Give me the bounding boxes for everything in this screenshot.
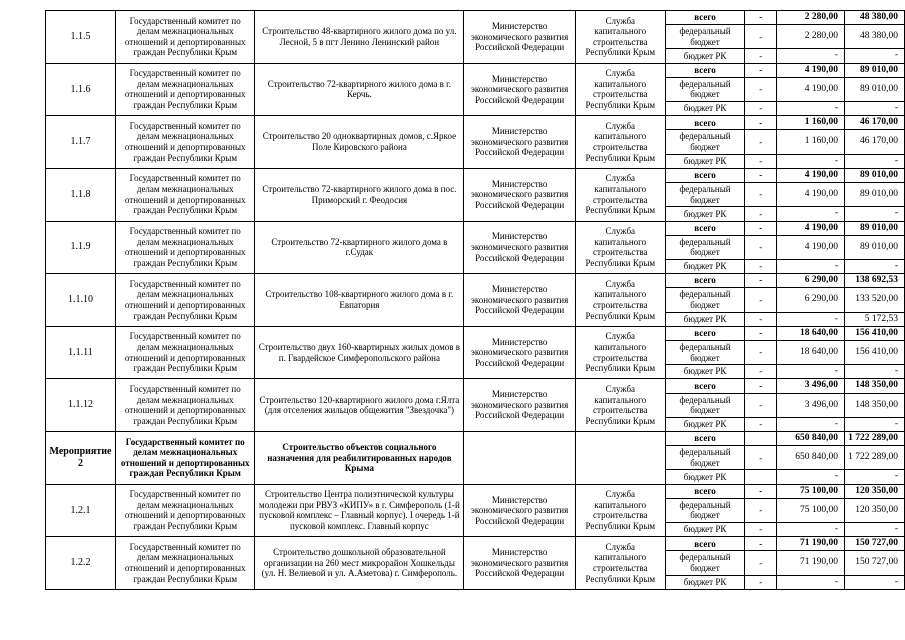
committee-cell: Государственный комитет по делам межнациональных отношений и депортированных граждан Республики Крым — [115, 537, 254, 590]
amount-col-1: 6 290,00 — [777, 288, 845, 312]
committee-cell: Государственный комитет по делам межнациональных отношений и депортированных граждан Республики Крым — [115, 326, 254, 379]
amount-col-2: 148 350,00 — [845, 393, 905, 417]
budget-level-label: федеральный бюджет — [665, 446, 745, 470]
budget-level-label: всего — [665, 274, 745, 288]
amount-col-1: - — [777, 154, 845, 168]
main-row — [46, 63, 905, 77]
main-row — [46, 537, 905, 551]
budget-level-label: бюджет РК — [665, 49, 745, 63]
budget-level-label: бюджет РК — [665, 207, 745, 221]
committee-cell: Государственный комитет по делам межнациональных отношений и депортированных граждан Республики Крым — [115, 116, 254, 169]
budget-level-label: всего — [665, 11, 745, 25]
dash-cell: - — [745, 259, 777, 273]
amount-col-1: 2 280,00 — [777, 11, 845, 25]
amount-col-1: - — [777, 102, 845, 116]
committee-cell: Государственный комитет по делам межнациональных отношений и депортированных граждан Республики Крым — [115, 63, 254, 116]
budget-level-label: бюджет РК — [665, 154, 745, 168]
table-body — [46, 11, 905, 590]
amount-col-2: 120 350,00 — [845, 498, 905, 522]
amount-col-2: 156 410,00 — [845, 326, 905, 340]
amount-col-1: 650 840,00 — [777, 446, 845, 470]
description-cell: Строительство 72-квартирного жилого дома в г.Судак — [255, 221, 464, 274]
row-number: 1.1.12 — [46, 379, 116, 432]
dash-cell: - — [745, 168, 777, 182]
amount-col-1: 1 160,00 — [777, 116, 845, 130]
ministry-cell: Министерство экономического развития Российской Федерации — [464, 537, 576, 590]
budget-level-label: бюджет РК — [665, 417, 745, 431]
budget-level-label: всего — [665, 537, 745, 551]
dash-cell: - — [745, 235, 777, 259]
amount-col-1: - — [777, 49, 845, 63]
amount-col-1: - — [777, 417, 845, 431]
main-row — [46, 484, 905, 498]
service-cell — [575, 432, 665, 485]
committee-cell: Государственный комитет по делам межнациональных отношений и депортированных граждан Республики Крым — [115, 11, 254, 64]
amount-col-1: 3 496,00 — [777, 379, 845, 393]
description-cell: Строительство 20 одноквартирных домов, с.Яркое Поле Кировского района — [255, 116, 464, 169]
amount-col-2: 46 170,00 — [845, 130, 905, 154]
budget-level-label: всего — [665, 326, 745, 340]
committee-cell: Государственный комитет по делам межнациональных отношений и депортированных граждан Республики Крым — [115, 379, 254, 432]
description-cell: Строительство 120-квартирного жилого дома г.Ялта (для отселения жильцов общежития "Звездочка") — [255, 379, 464, 432]
budget-level-label: федеральный бюджет — [665, 130, 745, 154]
budget-level-label: федеральный бюджет — [665, 340, 745, 364]
main-row — [46, 221, 905, 235]
budget-level-label: бюджет РК — [665, 312, 745, 326]
budget-level-label: бюджет РК — [665, 102, 745, 116]
service-cell: Служба капитального строительства Республики Крым — [575, 326, 665, 379]
budget-level-label: бюджет РК — [665, 259, 745, 273]
main-row — [46, 326, 905, 340]
dash-cell: - — [745, 575, 777, 589]
dash-cell: - — [745, 77, 777, 101]
dash-cell — [745, 432, 777, 446]
amount-col-2: 89 010,00 — [845, 221, 905, 235]
dash-cell: - — [745, 340, 777, 364]
budget-level-label: бюджет РК — [665, 470, 745, 484]
dash-cell: - — [745, 274, 777, 288]
description-cell: Строительство 72-квартирного жилого дома в г. Керчь. — [255, 63, 464, 116]
service-cell: Служба капитального строительства Республики Крым — [575, 221, 665, 274]
amount-col-1: 4 190,00 — [777, 235, 845, 259]
main-row — [46, 274, 905, 288]
amount-col-2: 46 170,00 — [845, 116, 905, 130]
ministry-cell: Министерство экономического развития Российской Федерации — [464, 116, 576, 169]
amount-col-2: 89 010,00 — [845, 183, 905, 207]
amount-col-2: 89 010,00 — [845, 77, 905, 101]
amount-col-1: 18 640,00 — [777, 326, 845, 340]
row-number: 1.1.11 — [46, 326, 116, 379]
amount-col-1: 4 190,00 — [777, 63, 845, 77]
amount-col-2: - — [845, 49, 905, 63]
ministry-cell: Министерство экономического развития Российской Федерации — [464, 221, 576, 274]
amount-col-1: 4 190,00 — [777, 221, 845, 235]
amount-col-2: 150 727,00 — [845, 551, 905, 575]
amount-col-2: 156 410,00 — [845, 340, 905, 364]
budget-level-label: всего — [665, 432, 745, 446]
dash-cell: - — [745, 551, 777, 575]
program-table — [45, 10, 905, 590]
dash-cell — [745, 470, 777, 484]
budget-level-label: всего — [665, 168, 745, 182]
main-row — [46, 432, 905, 446]
amount-col-1: - — [777, 207, 845, 221]
amount-col-2: 1 722 289,00 — [845, 432, 905, 446]
amount-col-1: 4 190,00 — [777, 183, 845, 207]
row-number: 1.1.6 — [46, 63, 116, 116]
row-number: 1.2.2 — [46, 537, 116, 590]
budget-level-label: всего — [665, 221, 745, 235]
amount-col-2: 48 380,00 — [845, 25, 905, 49]
budget-level-label: федеральный бюджет — [665, 551, 745, 575]
committee-cell: Государственный комитет по делам межнациональных отношений и депортированных граждан Республики Крым — [115, 484, 254, 537]
amount-col-2: 89 010,00 — [845, 168, 905, 182]
committee-cell: Государственный комитет по делам межнациональных отношений и депортированных граждан Республики Крым — [115, 168, 254, 221]
service-cell: Служба капитального строительства Республики Крым — [575, 116, 665, 169]
main-row — [46, 116, 905, 130]
budget-level-label: бюджет РК — [665, 365, 745, 379]
dash-cell: - — [745, 63, 777, 77]
dash-cell: - — [745, 365, 777, 379]
amount-col-2: 120 350,00 — [845, 484, 905, 498]
committee-cell: Государственный комитет по делам межнациональных отношений и депортированных граждан Республики Крым — [115, 432, 254, 485]
dash-cell: - — [745, 207, 777, 221]
amount-col-1: 4 190,00 — [777, 168, 845, 182]
amount-col-2: - — [845, 365, 905, 379]
amount-col-1: 2 280,00 — [777, 25, 845, 49]
amount-col-2: - — [845, 259, 905, 273]
dash-cell: - — [745, 116, 777, 130]
amount-col-1: 1 160,00 — [777, 130, 845, 154]
budget-level-label: бюджет РК — [665, 523, 745, 537]
committee-cell: Государственный комитет по делам межнациональных отношений и депортированных граждан Республики Крым — [115, 274, 254, 327]
amount-col-2: 89 010,00 — [845, 63, 905, 77]
amount-col-2: 48 380,00 — [845, 11, 905, 25]
ministry-cell: Министерство экономического развития Российской Федерации — [464, 168, 576, 221]
amount-col-2: - — [845, 470, 905, 484]
service-cell: Служба капитального строительства Республики Крым — [575, 484, 665, 537]
amount-col-1: - — [777, 470, 845, 484]
ministry-cell: Министерство экономического развития Российской Федерации — [464, 379, 576, 432]
dash-cell: - — [745, 379, 777, 393]
dash-cell: - — [745, 11, 777, 25]
amount-col-2: 5 172,53 — [845, 312, 905, 326]
amount-col-1: 71 190,00 — [777, 537, 845, 551]
row-number: 1.2.1 — [46, 484, 116, 537]
description-cell: Строительство 48-квартирного жилого дома по ул. Лесной, 5 в пгт Ленино Ленинский район — [255, 11, 464, 64]
dash-cell: - — [745, 498, 777, 522]
service-cell: Служба капитального строительства Республики Крым — [575, 11, 665, 64]
budget-level-label: федеральный бюджет — [665, 183, 745, 207]
description-cell: Строительство объектов социального назначения для реабилитированных народов Крыма — [255, 432, 464, 485]
dash-cell: - — [745, 326, 777, 340]
amount-col-1: 3 496,00 — [777, 393, 845, 417]
amount-col-1: 6 290,00 — [777, 274, 845, 288]
ministry-cell: Министерство экономического развития Российской Федерации — [464, 484, 576, 537]
amount-col-2: 89 010,00 — [845, 235, 905, 259]
amount-col-1: - — [777, 365, 845, 379]
service-cell: Служба капитального строительства Республики Крым — [575, 379, 665, 432]
budget-level-label: всего — [665, 484, 745, 498]
amount-col-1: 75 100,00 — [777, 498, 845, 522]
budget-level-label: всего — [665, 63, 745, 77]
ministry-cell: Министерство экономического развития Российской Федерации — [464, 274, 576, 327]
amount-col-2: 150 727,00 — [845, 537, 905, 551]
amount-col-1: 75 100,00 — [777, 484, 845, 498]
description-cell: Строительство Центра полиэтнической культуры молодежи при РВУЗ «КИПУ» в г. Симферополь (1-й пусковой комплекс – Главный корпус). I очередь 1-й пусковой комплекс. Главный корпус — [255, 484, 464, 537]
service-cell: Служба капитального строительства Республики Крым — [575, 63, 665, 116]
amount-col-1: 4 190,00 — [777, 77, 845, 101]
dash-cell: - — [745, 154, 777, 168]
dash-cell: - — [745, 312, 777, 326]
ministry-cell: Министерство экономического развития Российской Федерации — [464, 11, 576, 64]
dash-cell: - — [745, 446, 777, 470]
row-number: 1.1.5 — [46, 11, 116, 64]
amount-col-2: 1 722 289,00 — [845, 446, 905, 470]
dash-cell: - — [745, 49, 777, 63]
budget-level-label: всего — [665, 379, 745, 393]
dash-cell: - — [745, 537, 777, 551]
main-row — [46, 11, 905, 25]
row-number: Мероприятие 2 — [46, 432, 116, 485]
main-row — [46, 379, 905, 393]
service-cell: Служба капитального строительства Республики Крым — [575, 168, 665, 221]
amount-col-2: - — [845, 575, 905, 589]
description-cell: Строительство 72-квартирного жилого дома в пос. Приморский г. Феодосия — [255, 168, 464, 221]
row-number: 1.1.7 — [46, 116, 116, 169]
service-cell: Служба капитального строительства Республики Крым — [575, 274, 665, 327]
budget-level-label: федеральный бюджет — [665, 25, 745, 49]
service-cell: Служба капитального строительства Республики Крым — [575, 537, 665, 590]
budget-level-label: федеральный бюджет — [665, 498, 745, 522]
amount-col-1: - — [777, 312, 845, 326]
amount-col-2: - — [845, 207, 905, 221]
amount-col-1: 650 840,00 — [777, 432, 845, 446]
ministry-cell: Министерство экономического развития Российской Федерации — [464, 326, 576, 379]
budget-level-label: федеральный бюджет — [665, 288, 745, 312]
amount-col-1: 18 640,00 — [777, 340, 845, 364]
dash-cell: - — [745, 221, 777, 235]
row-number: 1.1.9 — [46, 221, 116, 274]
description-cell: Строительство 108-квартирного жилого дома в г. Евпатория — [255, 274, 464, 327]
amount-col-2: - — [845, 417, 905, 431]
amount-col-1: - — [777, 259, 845, 273]
dash-cell: - — [745, 25, 777, 49]
dash-cell: - — [745, 484, 777, 498]
description-cell: Строительство двух 160-квартирных жилых домов в п. Гвардейское Симферопольского района — [255, 326, 464, 379]
amount-col-2: - — [845, 102, 905, 116]
budget-level-label: бюджет РК — [665, 575, 745, 589]
dash-cell: - — [745, 417, 777, 431]
budget-level-label: федеральный бюджет — [665, 393, 745, 417]
row-number: 1.1.10 — [46, 274, 116, 327]
dash-cell: - — [745, 183, 777, 207]
amount-col-2: 133 520,00 — [845, 288, 905, 312]
budget-level-label: федеральный бюджет — [665, 235, 745, 259]
dash-cell: - — [745, 102, 777, 116]
dash-cell: - — [745, 393, 777, 417]
budget-level-label: федеральный бюджет — [665, 77, 745, 101]
main-row — [46, 168, 905, 182]
committee-cell: Государственный комитет по делам межнациональных отношений и депортированных граждан Республики Крым — [115, 221, 254, 274]
budget-level-label: всего — [665, 116, 745, 130]
amount-col-2: 148 350,00 — [845, 379, 905, 393]
amount-col-1: - — [777, 523, 845, 537]
amount-col-1: 71 190,00 — [777, 551, 845, 575]
dash-cell: - — [745, 523, 777, 537]
ministry-cell — [464, 432, 576, 485]
description-cell: Строительство дошкольной образовательной организации на 260 мест микрорайон Хошкельды (ул. Н. Велиевой и ул. А.Аметова) г. Симферополь. — [255, 537, 464, 590]
amount-col-2: 138 692,53 — [845, 274, 905, 288]
dash-cell: - — [745, 288, 777, 312]
dash-cell: - — [745, 130, 777, 154]
amount-col-1: - — [777, 575, 845, 589]
row-number: 1.1.8 — [46, 168, 116, 221]
amount-col-2: - — [845, 523, 905, 537]
amount-col-2: - — [845, 154, 905, 168]
ministry-cell: Министерство экономического развития Российской Федерации — [464, 63, 576, 116]
